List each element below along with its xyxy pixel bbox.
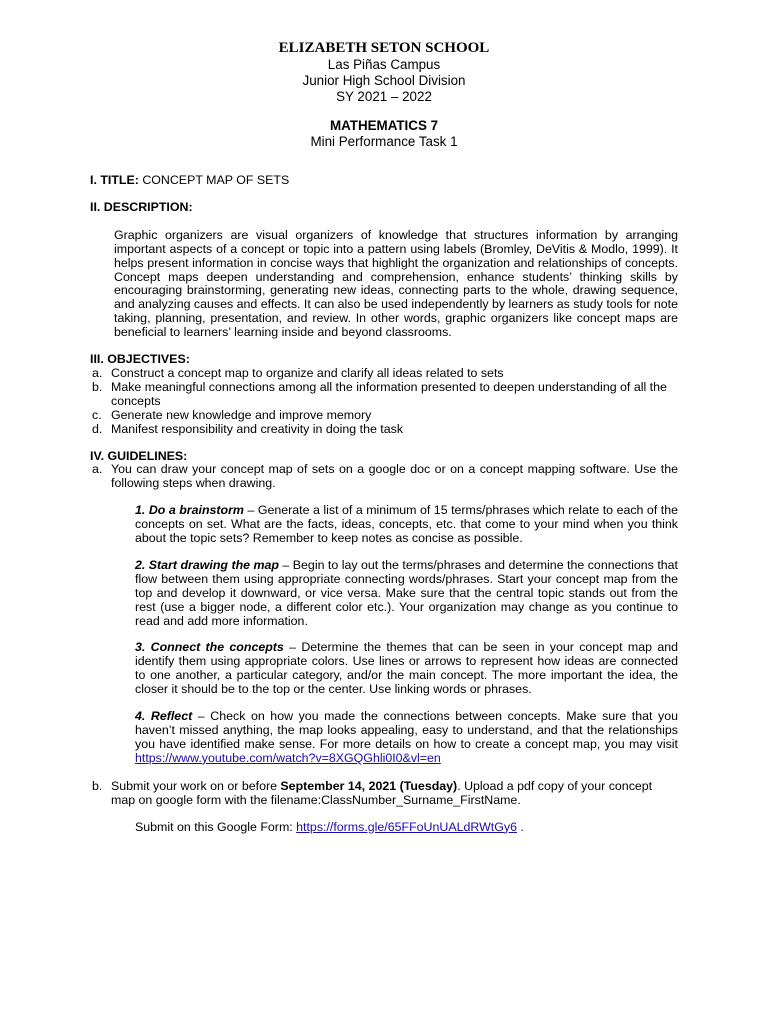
description-label: II. DESCRIPTION:	[90, 199, 193, 214]
description-text: Graphic organizers are visual organizers of knowledge that structures information by arranging important aspects of a concept or topic into a pattern using labels (Bromley, DeVitis & Modlo, 1999). It helps present information in concise ways that highlight the organization and relationships of concepts. Concept maps deepen understanding and comprehension, enhance students’ thinking skills by encouraging brainstorming, generating new ideas, connecting parts to the whole, drawing sequence, and analyzing causes and effects. It can also be used independently by learners as study tools for note taking, planning, presentation, and review. In other words, graphic organizers like concept maps are beneficial to learners’ learning inside and beyond classrooms.	[114, 227, 678, 340]
deadline-date: September 14, 2021 (Tuesday)	[280, 778, 458, 793]
document-body	[90, 174, 678, 834]
submit-line: Submit on this Google Form: https://forms.gle/65FFoUnUALdRWtGy6 .	[135, 819, 524, 834]
title-section	[90, 174, 678, 188]
objectives-list	[90, 367, 678, 437]
subject-title: MATHEMATICS 7	[329, 117, 439, 133]
list-item: c. Generate new knowledge and improve memory	[92, 407, 372, 422]
list-item: a. Construct a concept map to organize and clarify all ideas related to sets	[92, 365, 504, 380]
list-item: b. Submit your work on or before September 14, 2021 (Tuesday). Upload a pdf copy of your concept map on google form with the filename:ClassNumber_Surname_FirstName.	[92, 778, 653, 807]
document-header	[0, 40, 768, 150]
youtube-link[interactable]: https://www.youtube.com/watch?v=8XGQGhli0I0&vl=en	[135, 750, 441, 765]
google-form-link[interactable]: https://forms.gle/65FFoUnUALdRWtGy6	[296, 819, 517, 834]
step-start-drawing: 2. Start drawing the map – Begin to lay out the terms/phrases and determine the connections that flow between them using appropriate connecting words/phrases. Start your concept map from the top and develop it downward, or vice versa. Make sure that the central topic stands out from the rest (use a bigger node, a different color etc.). Your organization may change as you continue to read and add more information.	[135, 557, 678, 628]
list-item: a. You can draw your concept map of sets on a google doc or on a concept mapping software. Use the following steps when drawing.	[92, 462, 678, 491]
step-title: 3. Connect the concepts	[135, 640, 284, 655]
guidelines-list	[90, 463, 678, 491]
step-brainstorm: 1. Do a brainstorm – Generate a list of a minimum of 15 terms/phrases which relate to each of the concepts on set. What are the facts, ideas, concepts, etc. that come to your mind when you think about the topic sets? Remember to keep notes as concise as possible.	[135, 503, 678, 546]
campus-name: Las Piñas Campus	[327, 57, 441, 72]
list-item: b. Make meaningful connections among all the information presented to deepen understanding of all the concepts	[92, 379, 667, 408]
school-year: SY 2021 – 2022	[336, 89, 432, 105]
step-title: 1. Do a brainstorm	[135, 503, 244, 518]
title-value: CONCEPT MAP OF SETS	[142, 173, 290, 187]
step-connect-concepts: 3. Connect the concepts – Determine the themes that can be seen in your concept map and identify them using appropriate colors. Use lines or arrows to represent how ideas are connected to one another, a particular category, and/or the main concept. The more important the idea, the closer it should be to the top or the center. Use linking words or phrases.	[135, 640, 679, 697]
objectives-label: III. OBJECTIVES:	[90, 352, 190, 367]
division-name: Junior High School Division	[302, 73, 466, 89]
step-reflect: 4. Reflect – Check on how you made the connections between concepts. Make sure that you haven’t missed anything, the map looks appealing, easy to understand, and that the relationships you have identified make sense. For more details on how to create a concept map, you may visit https://www.youtube.com/watch?v=8XGQGhli0I0&vl=en	[135, 709, 679, 765]
step-title: 4. Reflect	[135, 709, 193, 724]
title-label: I. TITLE:	[90, 173, 139, 187]
list-item: d. Manifest responsibility and creativity in doing the task	[92, 421, 404, 436]
school-name: ELIZABETH SETON SCHOOL	[278, 40, 490, 56]
task-title: Mini Performance Task 1	[310, 133, 458, 149]
step-title: 2. Start drawing the map	[135, 557, 279, 572]
guidelines-label: IV. GUIDELINES:	[90, 448, 188, 463]
submission-list	[90, 780, 678, 808]
